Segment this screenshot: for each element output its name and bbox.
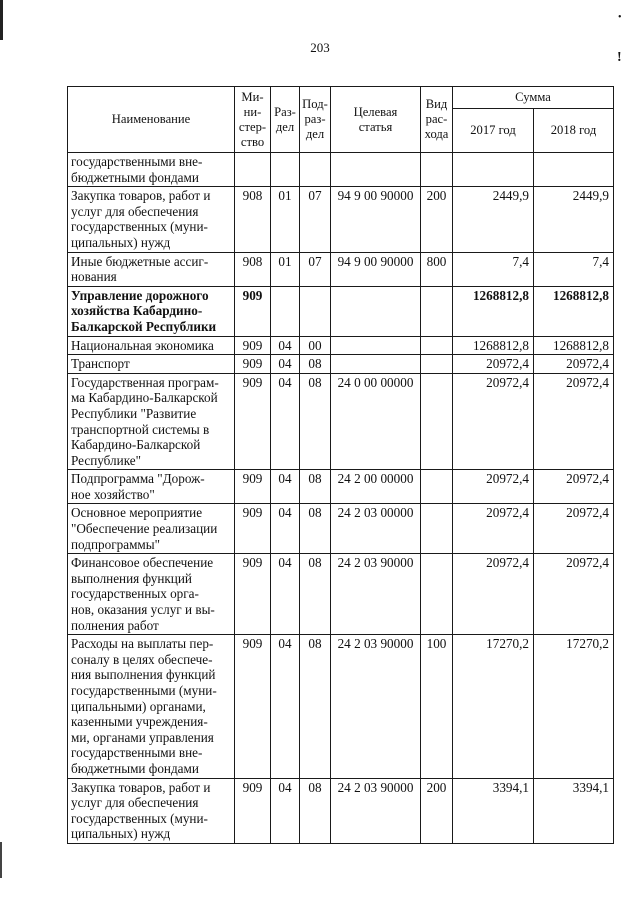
table-row — [68, 635, 614, 778]
row-subsection — [300, 153, 331, 187]
row-target: 94 9 00 90000 — [331, 252, 421, 286]
table-row — [68, 286, 614, 336]
row-target: 24 2 03 00000 — [331, 504, 421, 554]
row-sum-2017: 1268812,8 — [453, 286, 534, 336]
table-row — [68, 470, 614, 504]
row-name: Подпрограмма "Дорож- ное хозяйство" — [68, 470, 235, 504]
row-name: Иные бюджетные ассиг- нования — [68, 252, 235, 286]
scan-dot-mark: • — [618, 12, 622, 23]
row-expense-type: 800 — [421, 252, 453, 286]
row-ministry: 908 — [235, 187, 271, 252]
row-expense-type — [421, 504, 453, 554]
header-ministry: Ми- ни- стер- ство — [235, 87, 271, 153]
row-name: Управление дорожного хозяйства Кабардино- Балкарской Республики — [68, 286, 235, 336]
scan-edge-top — [0, 0, 3, 40]
page-number: 203 — [310, 40, 330, 55]
row-sum-2018: 20972,4 — [534, 504, 614, 554]
row-section: 04 — [271, 778, 300, 843]
row-ministry: 909 — [235, 373, 271, 470]
row-section: 04 — [271, 470, 300, 504]
row-sum-2017: 20972,4 — [453, 554, 534, 635]
row-expense-type: 200 — [421, 778, 453, 843]
row-section — [271, 153, 300, 187]
row-sum-2017: 20972,4 — [453, 504, 534, 554]
table-row — [68, 504, 614, 554]
row-section: 04 — [271, 635, 300, 778]
row-name: Основное мероприятие "Обеспечение реализации подпрограммы" — [68, 504, 235, 554]
row-sum-2018: 3394,1 — [534, 778, 614, 843]
row-expense-type: 100 — [421, 635, 453, 778]
row-subsection — [300, 286, 331, 336]
row-expense-type — [421, 153, 453, 187]
row-ministry: 909 — [235, 355, 271, 374]
row-name: Расходы на выплаты пер- соналу в целях обеспече- ния выполнения функций государственными (муни- ципальными) органами, казенными учреждения- ми, органами управления государственными вне- бюджетными фондами — [68, 635, 235, 778]
row-name: Государственная програм- ма Кабардино-Балкарской Республики "Развитие транспортной системы в Кабардино-Балкарской Республике" — [68, 373, 235, 470]
row-target — [331, 153, 421, 187]
row-name: Транспорт — [68, 355, 235, 374]
header-name: Наименование — [68, 87, 235, 153]
row-expense-type — [421, 336, 453, 355]
row-section: 04 — [271, 355, 300, 374]
header-sum: Сумма — [453, 87, 614, 109]
row-ministry — [235, 153, 271, 187]
row-subsection: 08 — [300, 470, 331, 504]
row-ministry: 909 — [235, 635, 271, 778]
row-sum-2018: 17270,2 — [534, 635, 614, 778]
row-section — [271, 286, 300, 336]
row-subsection: 07 — [300, 252, 331, 286]
row-section: 01 — [271, 187, 300, 252]
row-subsection: 00 — [300, 336, 331, 355]
row-expense-type — [421, 554, 453, 635]
row-section: 04 — [271, 504, 300, 554]
row-subsection: 07 — [300, 187, 331, 252]
row-sum-2017: 1268812,8 — [453, 336, 534, 355]
scan-edge-bottom — [0, 842, 2, 878]
row-name: Финансовое обеспечение выполнения функций государственных орга- нов, оказания услуг и вы- полнения работ — [68, 554, 235, 635]
row-name: Закупка товаров, работ и услуг для обеспечения государственных (муни- ципальных) нужд — [68, 778, 235, 843]
row-section: 01 — [271, 252, 300, 286]
row-subsection: 08 — [300, 778, 331, 843]
budget-table — [67, 86, 614, 844]
row-sum-2018: 2449,9 — [534, 187, 614, 252]
row-ministry: 909 — [235, 504, 271, 554]
row-ministry: 908 — [235, 252, 271, 286]
row-sum-2017: 20972,4 — [453, 373, 534, 470]
header-expense-type: Вид рас- хода — [421, 87, 453, 153]
row-expense-type — [421, 470, 453, 504]
table-row — [68, 187, 614, 252]
row-subsection: 08 — [300, 373, 331, 470]
row-sum-2018: 20972,4 — [534, 355, 614, 374]
row-target: 24 0 00 00000 — [331, 373, 421, 470]
row-sum-2018 — [534, 153, 614, 187]
row-sum-2018: 20972,4 — [534, 554, 614, 635]
row-target — [331, 336, 421, 355]
row-sum-2018: 1268812,8 — [534, 336, 614, 355]
row-ministry: 909 — [235, 336, 271, 355]
row-name: Закупка товаров, работ и услуг для обеспечения государственных (муни- ципальных) нужд — [68, 187, 235, 252]
header-year-2017: 2017 год — [453, 109, 534, 153]
table-row — [68, 153, 614, 187]
table-row — [68, 778, 614, 843]
table-row — [68, 554, 614, 635]
row-name: государственными вне- бюджетными фондами — [68, 153, 235, 187]
row-section: 04 — [271, 336, 300, 355]
row-expense-type — [421, 355, 453, 374]
row-sum-2018: 1268812,8 — [534, 286, 614, 336]
row-target: 94 9 00 90000 — [331, 187, 421, 252]
row-subsection: 08 — [300, 554, 331, 635]
row-target: 24 2 03 90000 — [331, 778, 421, 843]
row-target — [331, 355, 421, 374]
row-target — [331, 286, 421, 336]
header-year-2018: 2018 год — [534, 109, 614, 153]
row-subsection: 08 — [300, 504, 331, 554]
row-sum-2017: 3394,1 — [453, 778, 534, 843]
row-sum-2017: 2449,9 — [453, 187, 534, 252]
row-subsection: 08 — [300, 355, 331, 374]
row-target: 24 2 03 90000 — [331, 554, 421, 635]
row-ministry: 909 — [235, 554, 271, 635]
header-subsection: Под- раз- дел — [300, 87, 331, 153]
row-expense-type — [421, 373, 453, 470]
row-target: 24 2 03 90000 — [331, 635, 421, 778]
row-ministry: 909 — [235, 778, 271, 843]
row-sum-2017: 7,4 — [453, 252, 534, 286]
row-expense-type — [421, 286, 453, 336]
table-row — [68, 373, 614, 470]
row-sum-2017 — [453, 153, 534, 187]
header-target: Целевая статья — [331, 87, 421, 153]
row-section: 04 — [271, 554, 300, 635]
row-sum-2017: 20972,4 — [453, 355, 534, 374]
row-section: 04 — [271, 373, 300, 470]
row-target: 24 2 00 00000 — [331, 470, 421, 504]
row-sum-2017: 20972,4 — [453, 470, 534, 504]
table-row — [68, 252, 614, 286]
row-sum-2018: 7,4 — [534, 252, 614, 286]
table-row — [68, 336, 614, 355]
row-expense-type: 200 — [421, 187, 453, 252]
scan-tick-mark: ! — [617, 50, 622, 65]
row-sum-2017: 17270,2 — [453, 635, 534, 778]
header-section: Раз- дел — [271, 87, 300, 153]
row-ministry: 909 — [235, 470, 271, 504]
row-sum-2018: 20972,4 — [534, 470, 614, 504]
row-name: Национальная экономика — [68, 336, 235, 355]
table-row — [68, 355, 614, 374]
row-ministry: 909 — [235, 286, 271, 336]
row-sum-2018: 20972,4 — [534, 373, 614, 470]
row-subsection: 08 — [300, 635, 331, 778]
